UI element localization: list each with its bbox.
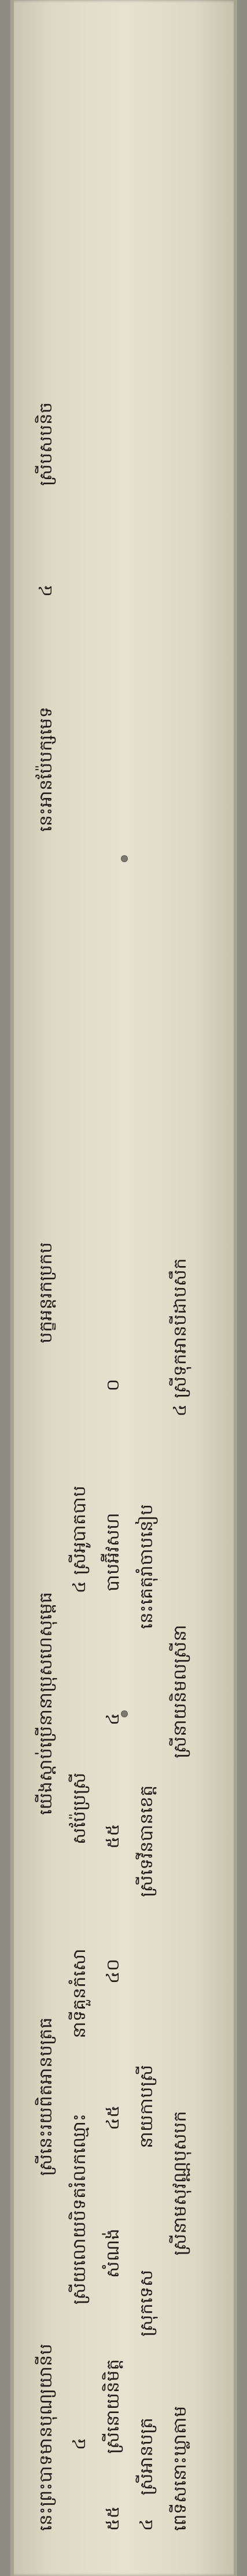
line-segment: ៥៥ bbox=[103, 2506, 123, 2531]
line-segment: បាបអ៊ីវសហ bbox=[103, 1512, 123, 1591]
manuscript-text bbox=[35, 46, 220, 2531]
line-segment: នាយកាបស្រី bbox=[137, 2065, 157, 2148]
line-segment: ស្រីនាយនិមលស្រីនា bbox=[170, 1624, 190, 1758]
manuscript-line-5 bbox=[169, 46, 192, 2531]
line-segment: នាទីគួនកំសោ bbox=[69, 1948, 90, 2039]
line-segment: សប៉ែប្រស្រី bbox=[69, 1772, 90, 1844]
line-segment: ៤ bbox=[103, 1713, 123, 1725]
line-segment: បក្ខអន្តរកប្រកប bbox=[36, 1242, 56, 1343]
line-segment: ស្រីទុកអានបីដាបសឹក bbox=[170, 1258, 190, 1398]
line-segment: ៤០ bbox=[103, 1958, 123, 1984]
manuscript-line-1 bbox=[35, 46, 58, 2531]
line-segment: ៥៥ bbox=[103, 1823, 123, 1849]
palm-leaf-edge-right bbox=[234, 0, 237, 2576]
line-segment: ស្រីនាមសុវណ្ណបុសបក bbox=[170, 2110, 190, 2256]
line-segment: ស្រីយលោយបិទតរំលកឈ្មោះ bbox=[69, 2113, 90, 2305]
line-segment: ស្រីនេះរយពិតអានបត្រធ bbox=[36, 2017, 56, 2176]
line-segment: ០ bbox=[103, 1378, 123, 1391]
line-segment: ស្រីបសបនិច bbox=[36, 402, 56, 486]
manuscript-line-4 bbox=[135, 46, 158, 2531]
line-segment: សំណង់ bbox=[103, 2228, 123, 2278]
line-segment: ស្រីអូបាតបាប bbox=[69, 1485, 90, 1575]
line-segment: ៤ bbox=[69, 1580, 90, 1594]
line-segment: ៤ bbox=[36, 584, 56, 597]
line-segment: ស្រីនោយនិមិត្ត bbox=[103, 2359, 123, 2454]
line-segment: ពេទីសនោះឃ្លាតាម bbox=[170, 2406, 190, 2531]
line-segment: នេះព្រះបាទមានបុណ្យយានីប bbox=[36, 2343, 56, 2531]
line-segment: ស្រុកទេស bbox=[137, 2269, 157, 2337]
manuscript-line-3 bbox=[102, 46, 125, 2531]
palm-leaf-edge-left bbox=[10, 0, 14, 2576]
line-segment: យើងស្ដាប់ប្រើនានាប្រុសហេសុម្ពេធ bbox=[36, 1591, 56, 1815]
line-segment: ៤៥ bbox=[103, 2104, 123, 2130]
line-segment: ៤ bbox=[69, 2437, 90, 2450]
line-segment: ៤ bbox=[137, 2518, 157, 2531]
line-segment: នេះគេតុរាំចាបនៀប bbox=[137, 1504, 157, 1630]
line-segment: ស្រីអានបត្រ bbox=[137, 2417, 157, 2496]
line-segment: ស្រីទេវីនបានខេត្ត bbox=[137, 1785, 157, 1897]
line-segment: ៤ bbox=[170, 1404, 190, 1417]
manuscript-line-2 bbox=[68, 46, 91, 2531]
line-segment: នេះអានប៉ែបក្សមេទ bbox=[36, 706, 56, 832]
